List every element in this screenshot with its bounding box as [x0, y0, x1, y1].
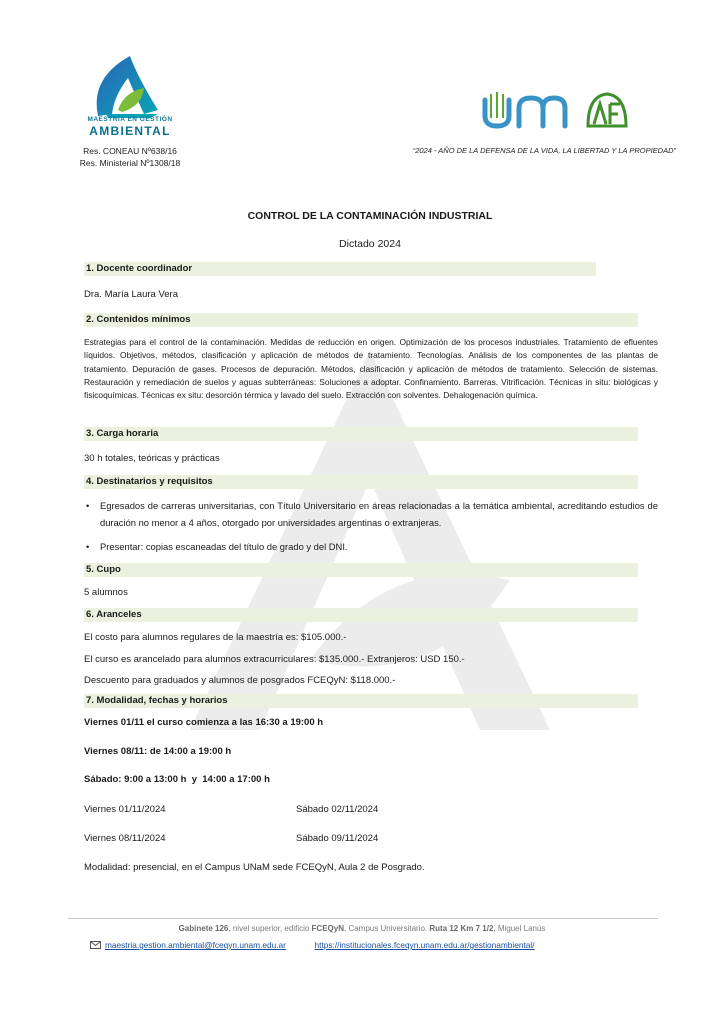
fecha-sabado-2: Sábado 09/11/2024	[296, 833, 379, 844]
footer-address	[60, 924, 664, 933]
fecha-viernes-2: Viernes 08/11/2024	[84, 833, 166, 844]
logo-text-line1: MAESTRÍA EN GESTIÓN	[87, 116, 173, 123]
website-link[interactable]: https://institucionales.fceqyn.unam.edu.ar/gestionambiental/	[314, 940, 535, 950]
section-heading-carga: 3. Carga horaria	[84, 427, 638, 441]
section-heading-contenidos: 2. Contenidos mínimos	[84, 313, 638, 327]
logo-text-line2: AMBIENTAL	[89, 124, 171, 138]
arancel-regulares: El costo para alumnos regulares de la maestría es: $105.000.-	[84, 632, 347, 643]
res-ministerial: Res. Ministerial Nº1308/18	[79, 158, 181, 168]
fecha-viernes-1: Viernes 01/11/2024	[84, 804, 166, 815]
email-link[interactable]: maestria.gestion.ambiental@fceqyn.unam.edu.ar	[105, 940, 286, 950]
arancel-descuento: Descuento para graduados y alumnos de posgrados FCEQyN: $118.000.-	[84, 675, 396, 686]
cupo-text: 5 alumnos	[84, 587, 128, 598]
fecha-sabado-1: Sábado 02/11/2024	[296, 804, 379, 815]
mail-icon	[90, 941, 101, 949]
footer-gabinete: Gabinete 126	[178, 924, 229, 933]
arancel-extracurriculares: El curso es arancelado para alumnos extracurriculares: $135.000.- Extranjeros: USD 150.-	[84, 654, 465, 665]
bullet-icon: •	[86, 541, 90, 552]
carga-text: 30 h totales, teóricas y prácticas	[84, 453, 220, 464]
bullet-icon: •	[86, 500, 90, 511]
footer-addr-part1: , nivel superior, edificio	[228, 924, 312, 933]
requisito-text-1: Egresados de carreras universitarias, con Título Universitario en áreas relacionadas a la temática ambiental, acreditando estudios de duración no menor a 4 años, otorgado por universidades argentinas o extranjeras.	[100, 500, 658, 528]
requisito-text-2: Presentar: copias escaneadas del título de grado y del DNI.	[100, 541, 348, 552]
footer-addr-part3: , Miguel Lanús	[493, 924, 546, 933]
res-coneau: Res. CONEAU Nº638/16	[83, 146, 177, 156]
modalidad-text: Modalidad: presencial, en el Campus UNaM sede FCEQyN, Aula 2 de Posgrado.	[84, 862, 425, 873]
footer-links	[90, 940, 650, 950]
document-title: CONTROL DE LA CONTAMINACIÓN INDUSTRIAL	[247, 210, 493, 222]
motto-text: “2024 - AÑO DE LA DEFENSA DE LA VIDA, LA LIBERTAD Y LA PROPIEDAD”	[412, 146, 676, 155]
fechas-row-2	[84, 832, 656, 845]
footer-divider	[68, 918, 658, 919]
fechas-row-1	[84, 803, 656, 816]
footer-addr-part2: , Campus Universitario.	[344, 924, 430, 933]
section-heading-aranceles: 6. Aranceles	[84, 608, 638, 622]
contenidos-text: Estrategias para el control de la contaminación. Medidas de reducción en origen. Optimización de los procesos industriales. Tratamiento de efluentes líquidos. Objetivos, métodos, clasificación y aplicación de métodos de tratamiento. Tecnologías. Análisis de los componentes de las plantas de tratamiento. Depuración de gases. Procesos de depuración. Métodos, clasificación y aplicación de métodos de tratamiento. Selección de sistemas. Restauración y remediación de suelos y aguas subterráneas: Soluciones a adoptar. Confinamiento. Barreras. Vitrificación. Técnicas in situ: biológicas y fisicoquímicas. Técnicas ex situ: desorción térmica y lavado del suelo. Extracción con solventes. Dehalogenación química.	[84, 337, 658, 401]
horario-sabado: Sábado: 9:00 a 13:00 h y 14:00 a 17:00 h	[84, 774, 270, 785]
unam-logo-icon	[477, 90, 571, 130]
footer-ruta: Ruta 12 Km 7 1/2	[429, 924, 494, 933]
horario-viernes-0111: Viernes 01/11 el curso comienza a las 16:30 a 19:00 h	[84, 717, 324, 728]
section-heading-modalidad: 7. Modalidad, fechas y horarios	[84, 694, 638, 708]
section-heading-docente: 1. Docente coordinador	[84, 262, 596, 276]
docente-name: Dra. María Laura Vera	[84, 289, 178, 300]
section-heading-destinatarios: 4. Destinatarios y requisitos	[84, 475, 638, 489]
requisito-item-1	[84, 497, 658, 531]
requisito-item-2	[84, 538, 658, 555]
footer-fceqyn: FCEQyN	[311, 924, 344, 933]
horario-viernes-0811: Viernes 08/11: de 14:00 a 19:00 h	[84, 746, 232, 757]
document-subtitle: Dictado 2024	[339, 238, 401, 250]
fceqyn-logo-icon	[584, 90, 630, 130]
section-heading-cupo: 5. Cupo	[84, 563, 638, 577]
